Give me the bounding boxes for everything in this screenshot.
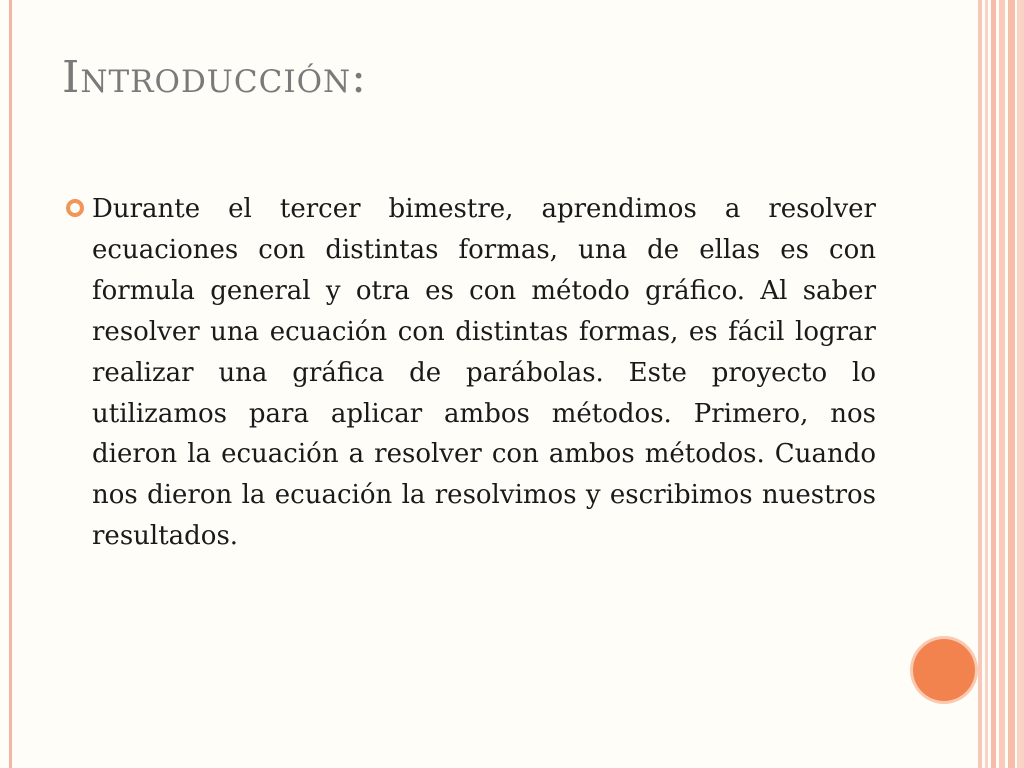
- right-decorative-stripe: [1008, 0, 1015, 768]
- slide-title: Introducción:: [62, 52, 367, 103]
- slide-body-text: Durante el tercer bimestre, aprendimos a resolver ecuaciones con distintas formas, una de ellas es con formula general y otra es con método gráfico. Al saber resolver una ecuación con distintas formas, es fácil lograr realizar una gráfica de parábolas. Este proyecto lo utilizamos para aplicar ambos métodos. Primero, nos dieron la ecuación a resolver con ambos métodos. Cuando nos dieron la ecuación la resolvimos y escribimos nuestros resultados.: [92, 194, 876, 552]
- ring-bullet-icon: [66, 199, 84, 217]
- orange-circle-decoration: [913, 639, 975, 701]
- right-decorative-stripe: [999, 0, 1005, 768]
- right-decorative-stripe: [978, 0, 982, 768]
- right-decorative-stripe: [991, 0, 996, 768]
- left-border-stripe: [9, 0, 12, 768]
- right-decorative-stripe: [1017, 0, 1024, 768]
- right-decorative-stripe: [985, 0, 988, 768]
